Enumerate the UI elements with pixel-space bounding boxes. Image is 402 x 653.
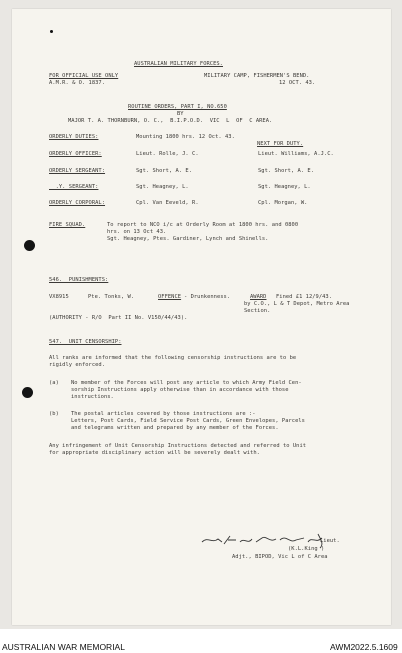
duty-next: Cpl. Morgan, W. (258, 200, 308, 206)
document-heading: AUSTRALIAN MILITARY FORCES. (134, 61, 223, 67)
binder-hole-top (24, 240, 35, 251)
by-label: BY (177, 111, 184, 117)
duty-role: ORDERLY OFFICER: (49, 151, 102, 157)
next-for-duty-heading: NEXT FOR DUTY. (257, 141, 304, 147)
clause-a-text: instructions. (71, 394, 114, 400)
commanding-officer-line: MAJOR T. A. THORNBURN, O. C., B.I.P.O.D. VIC L OF C AREA. (68, 118, 273, 124)
binder-hole-bottom (22, 387, 33, 398)
censorship-title: 547. UNIT CENSORSHIP: (49, 339, 122, 345)
authority-reference: (AUTHORITY - R/O Part II No. V150/44/43). (49, 315, 188, 321)
duty-current: Lieut. Rolle, J. C. (136, 151, 199, 157)
footer-accession-number: AWM2022.5.1609 (330, 642, 398, 652)
duty-next: Lieut. Williams, A.J.C. (258, 151, 334, 157)
clause-b-label: (b) (49, 411, 59, 417)
official-use-label: FOR OFFICIAL USE ONLY (49, 73, 119, 79)
duty-current: Sgt. Heagney, L. (136, 184, 189, 190)
duty-current: Mounting 1800 hrs. 12 Oct. 43. (136, 134, 235, 140)
signatory-title: Adjt., BIPOD, Vic L of C Area (232, 554, 328, 560)
award-detail: Section. (244, 308, 271, 314)
punishment-name: Pte. Tonks, W. (88, 294, 135, 300)
offence-label: OFFENCE (158, 294, 182, 300)
fire-squad-label: FIRE SQUAD. (49, 222, 86, 228)
pin-mark (50, 30, 53, 33)
duty-next: Sgt. Heagney, L. (258, 184, 311, 190)
censorship-intro: All ranks are informed that the following censorship instructions are to be (49, 355, 297, 361)
duty-role: .Y. SERGEANT: (49, 184, 99, 190)
award-text: Fined £1 12/9/43. (276, 294, 333, 300)
offence-text: - Drunkenness. (184, 294, 231, 300)
punishments-title: 546. PUNISHMENTS: (49, 277, 109, 283)
service-number: VX8915 (49, 294, 69, 300)
clause-a-label: (a) (49, 380, 59, 386)
duty-current: Sgt. Short, A. E. (136, 168, 193, 174)
fire-squad-text: To report to NCO i/c at Orderly Room at 1800 hrs. and 0800 (107, 222, 299, 228)
duty-role: ORDERLY DUTIES: (49, 134, 99, 140)
clause-a-text: sorship Instructions apply otherwise than in accordance with those (71, 387, 289, 393)
award-detail: by C.O., L & T Depot, Metro Area (244, 301, 350, 307)
award-label: AWARD (250, 294, 267, 300)
clause-a-text: No member of the Forces will post any article to which Army Field Cen- (71, 380, 302, 386)
censorship-closing: Any infringement of Unit Censorship Instructions detected and referred to Unit (49, 443, 307, 449)
clause-b-text: and telegrams written and prepared by any member of the Forces. (71, 425, 279, 431)
duty-next: Sgt. Short, A. E. (258, 168, 315, 174)
duty-role: ORDERLY SERGEANT: (49, 168, 106, 174)
duty-current: Cpl. Van Eeveld, R. (136, 200, 199, 206)
routine-orders-title: ROUTINE ORDERS, PART I, NO.650 (128, 104, 227, 110)
camp-location: MILITARY CAMP, FISHERMEN'S BEND. (204, 73, 310, 79)
duty-role: ORDERLY CORPORAL: (49, 200, 106, 206)
signatory-name: (K.L.King ) (288, 546, 325, 552)
footer-institution: AUSTRALIAN WAR MEMORIAL (2, 642, 125, 652)
document-date: 12 OCT. 43. (279, 80, 316, 86)
clause-b-text: The postal articles covered by those instructions are :- (71, 411, 256, 417)
clause-b-text: Letters, Post Cards, Field Service Post Cards, Green Envelopes, Parcels (71, 418, 305, 424)
censorship-closing: for appropriate disciplinary action will be severely dealt with. (49, 450, 260, 456)
amr-reference: A.M.R. & O. 1837. (49, 80, 106, 86)
censorship-intro: rigidly enforced. (49, 362, 106, 368)
fire-squad-text: hrs. on 13 Oct 43. (107, 229, 167, 235)
fire-squad-text: Sgt. Heagney, Ptes. Gardiner, Lynch and Shinells. (107, 236, 269, 242)
signatory-rank: Lieut. (320, 538, 340, 544)
